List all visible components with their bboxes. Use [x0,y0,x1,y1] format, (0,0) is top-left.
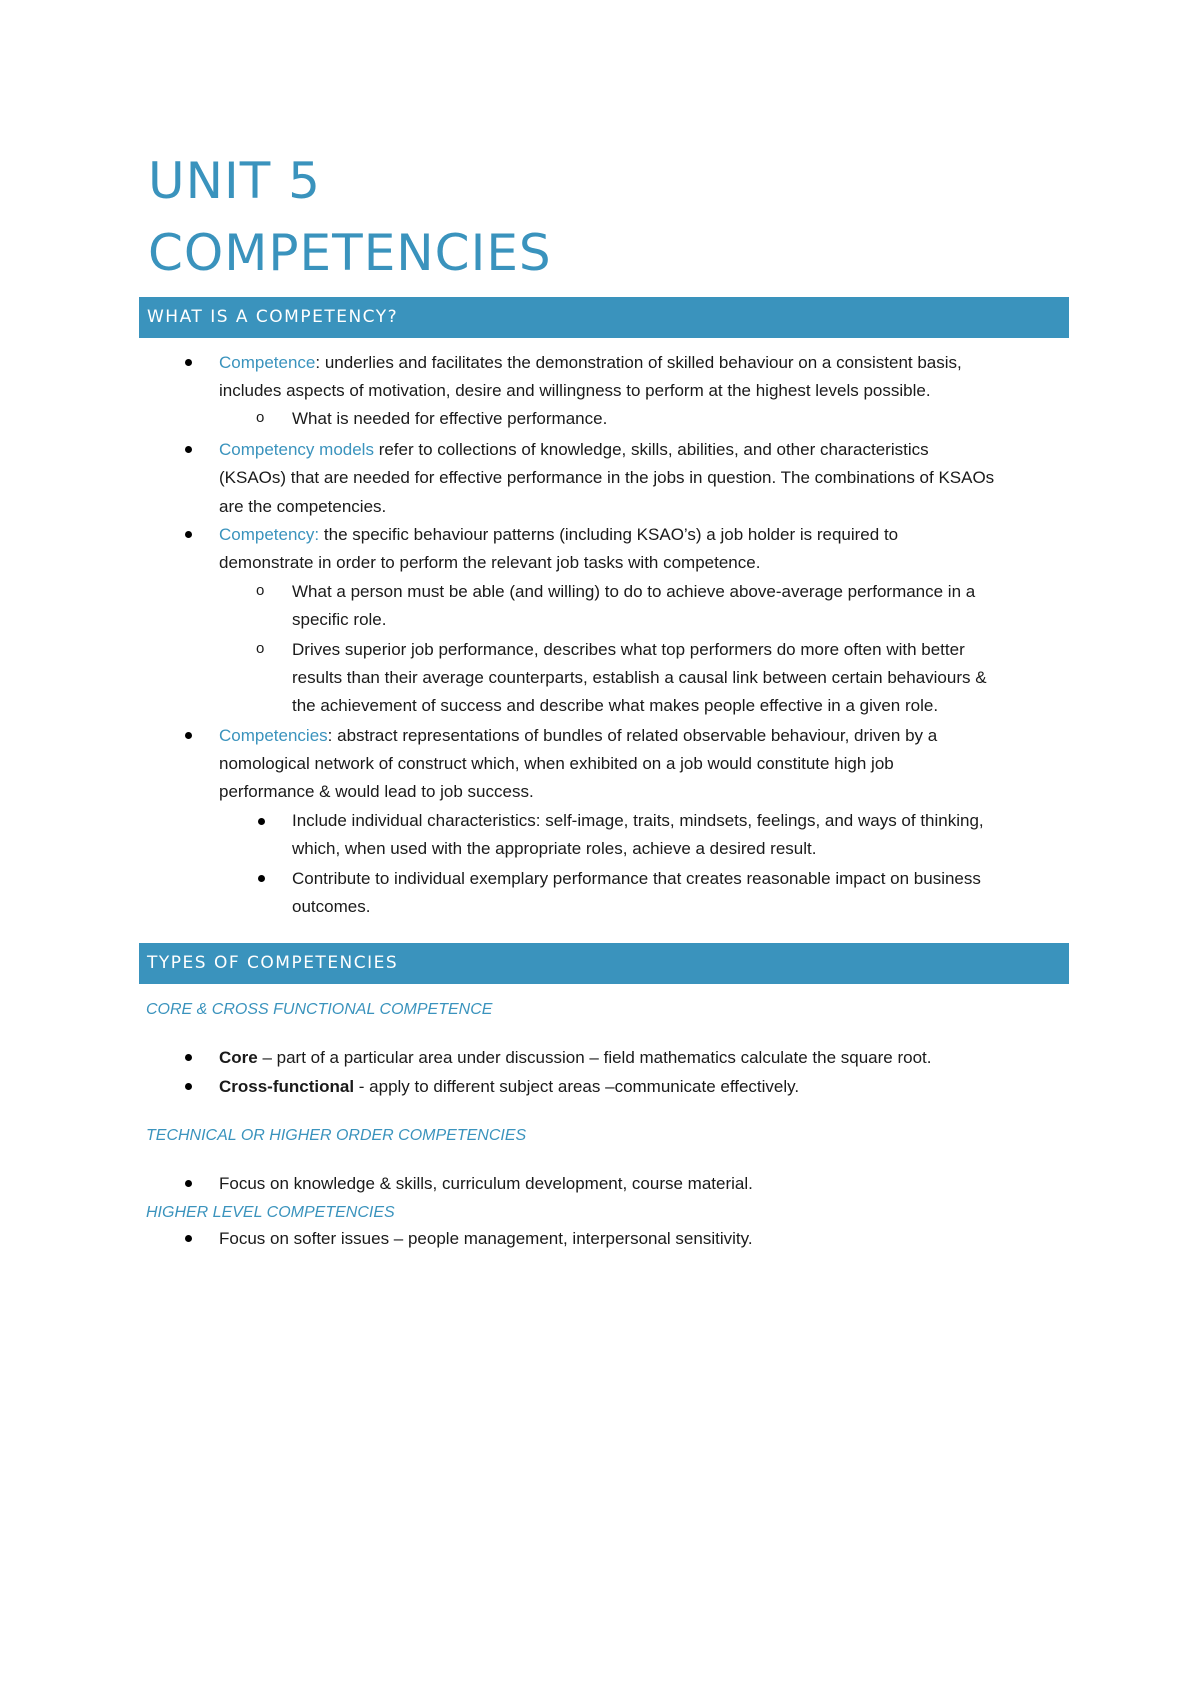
bullet-icon [258,818,265,825]
bullet-icon [185,1235,192,1242]
title-line-2: COMPETENCIES [148,224,552,282]
section-heading-what-is-competency: WHAT IS A COMPETENCY? [139,297,1069,338]
sub-item-text-continued: outcomes. [292,897,371,916]
list-item-technical: Focus on knowledge & skills, curriculum development, course material. [219,1174,753,1193]
bullet-icon [185,1054,192,1061]
item-text-continued: (KSAOs) that are needed for effective performance in the jobs in question. The combinations of KSAOs [219,468,995,487]
sub-item-text: What is needed for effective performance. [292,409,608,428]
sub-item-text: Contribute to individual exemplary performance that creates reasonable impact on business [292,869,981,888]
bullet-icon [185,531,192,538]
list-item-cross-functional [219,1073,799,1101]
subheading-technical-higher-order: TECHNICAL OR HIGHER ORDER COMPETENCIES [146,1127,527,1144]
title-line-1: UNIT 5 [148,152,321,210]
subheading-core-cross-functional: CORE & CROSS FUNCTIONAL COMPETENCE [146,1001,493,1018]
section-heading-types-of-competencies: TYPES OF COMPETENCIES [139,943,1069,984]
list-item-competence [219,349,962,377]
sub-item-text: Include individual characteristics: self-image, traits, mindsets, feelings, and ways of thinking, [292,811,984,830]
item-text: : abstract representations of bundles of related observable behaviour, driven by a [327,726,938,745]
core-label: Core [219,1048,258,1067]
circle-bullet-icon: o [256,640,265,657]
sub-item-text: What a person must be able (and willing) to do to achieve above-average performance in a [292,582,976,601]
page-title [148,145,552,289]
bullet-icon [185,1083,192,1090]
sub-item-text-continued: the achievement of success and describe what makes people effective in a given role. [292,696,939,715]
term-competency-models: Competency models [219,440,374,459]
term-competencies: Competencies [219,726,328,745]
list-item-competency-models [219,436,929,464]
item-text-continued: performance & would lead to job success. [219,782,534,801]
item-text-continued: includes aspects of motivation, desire and willingness to perform at the highest levels possible. [219,381,931,400]
list-item-competencies [219,722,937,750]
item-text-continued: nomological network of construct which, when exhibited on a job would constitute high job [219,754,894,773]
cross-functional-label: Cross-functional [219,1077,355,1096]
bullet-icon [185,359,192,366]
term-competence: Competence [219,353,316,372]
bullet-icon [185,1180,192,1187]
bullet-icon [185,446,192,453]
circle-bullet-icon: o [256,409,265,426]
circle-bullet-icon: o [256,582,265,599]
list-item-core [219,1044,931,1072]
cross-functional-text: - apply to different subject areas –communicate effectively. [354,1077,800,1096]
sub-item-text-continued: which, when used with the appropriate roles, achieve a desired result. [292,839,817,858]
list-item-higher-level: Focus on softer issues – people management, interpersonal sensitivity. [219,1229,753,1248]
sub-item-text: Drives superior job performance, describes what top performers do more often with better [292,640,965,659]
item-text: the specific behaviour patterns (including KSAO’s) a job holder is required to [319,525,899,544]
item-text: refer to collections of knowledge, skills, abilities, and other characteristics [373,440,929,459]
list-item-competency [219,521,898,549]
sub-item-text-continued: specific role. [292,610,387,629]
item-text: : underlies and facilitates the demonstration of skilled behaviour on a consistent basis, [315,353,962,372]
item-text-continued: are the competencies. [219,497,387,516]
bullet-icon [258,875,265,882]
bullet-icon [185,732,192,739]
subheading-higher-level: HIGHER LEVEL COMPETENCIES [146,1204,395,1221]
term-competency: Competency: [219,525,320,544]
item-text-continued: demonstrate in order to perform the relevant job tasks with competence. [219,553,761,572]
core-text: – part of a particular area under discussion – field mathematics calculate the square root. [257,1048,932,1067]
sub-item-text-continued: results than their average counterparts, establish a causal link between certain behaviours & [292,668,987,687]
